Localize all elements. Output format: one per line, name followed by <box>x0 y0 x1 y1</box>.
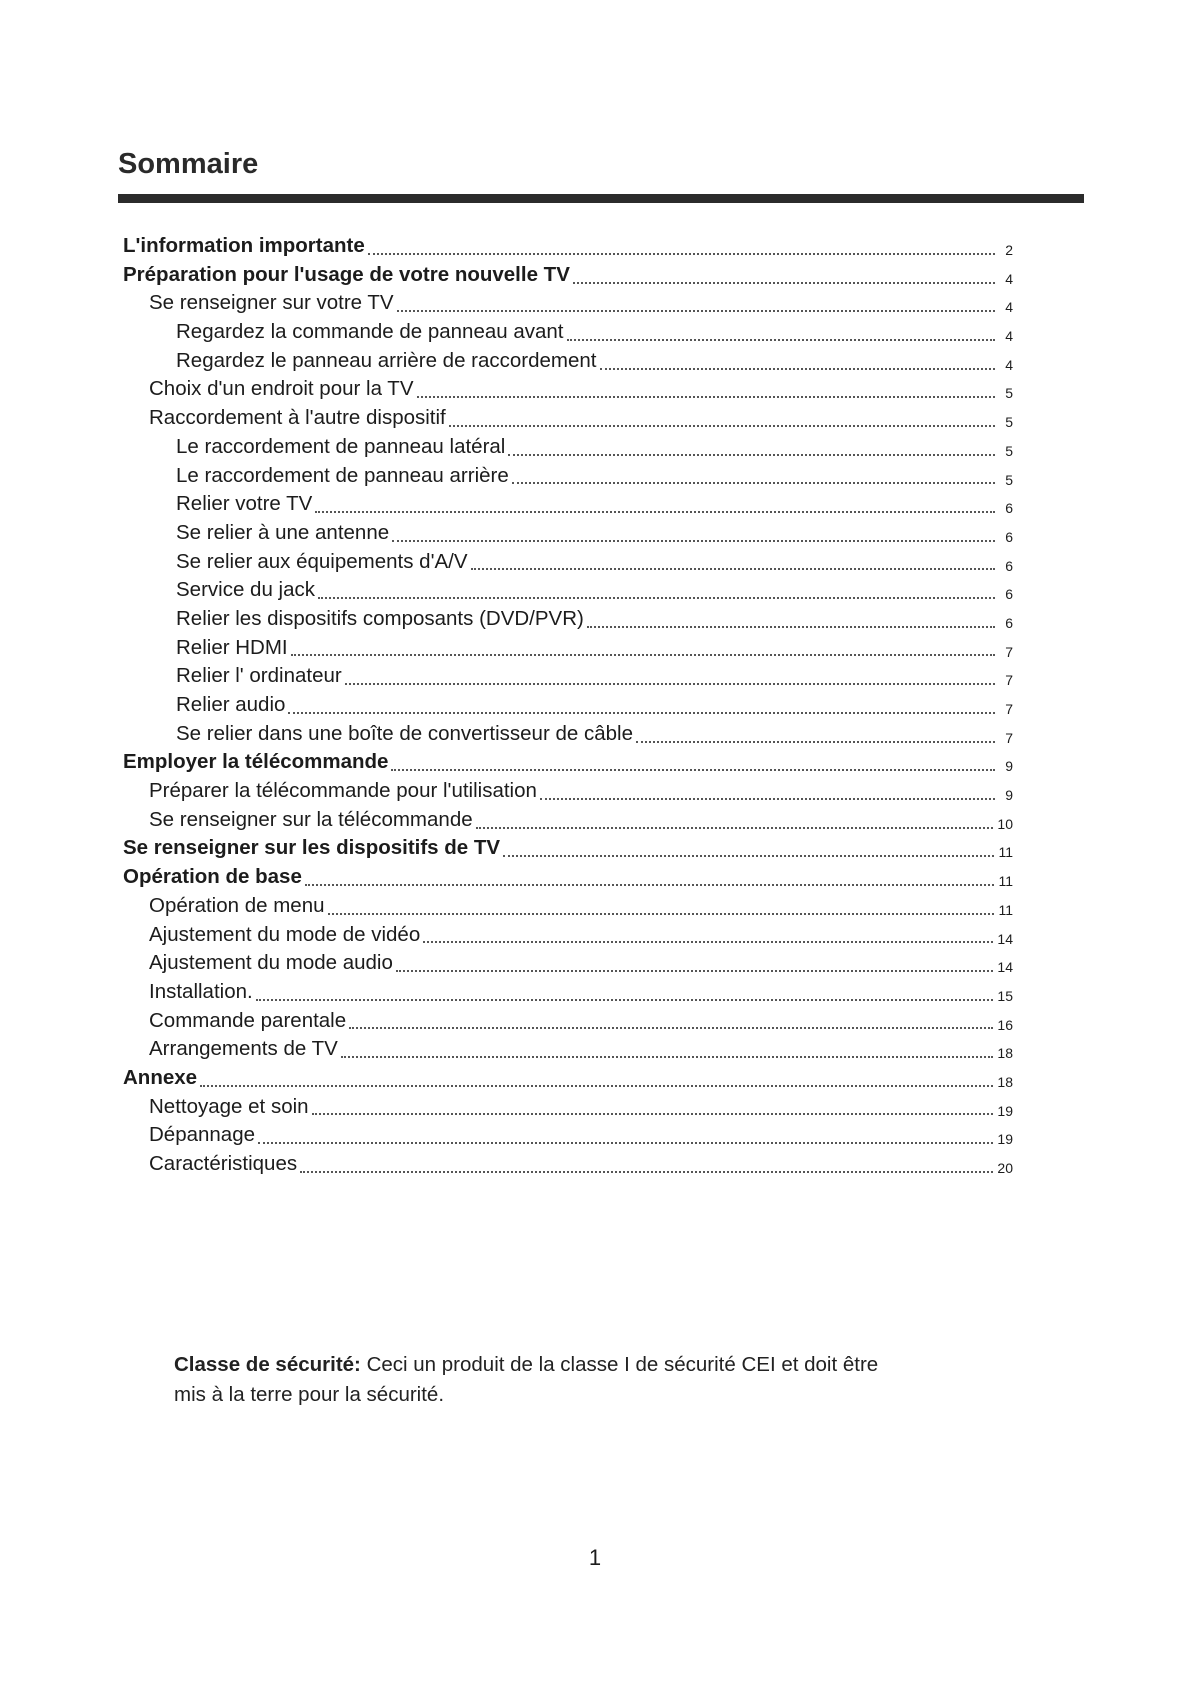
toc-dot-leader <box>305 883 995 886</box>
toc-entry <box>123 863 1013 892</box>
toc-entry-page-number: 4 <box>1005 270 1013 287</box>
toc-entry-page-number: 9 <box>1005 787 1013 804</box>
toc-entry-label: Annexe <box>123 1065 198 1089</box>
toc-dot-leader <box>312 1112 994 1115</box>
toc-entry-page-number: 11 <box>998 873 1013 890</box>
toc-entry-label: Relier votre TV <box>176 492 313 516</box>
toc-entry <box>123 490 1013 519</box>
toc-entry-page-number: 11 <box>998 844 1013 861</box>
toc-entry <box>123 289 1013 318</box>
toc-entry-page-number: 11 <box>998 901 1013 918</box>
toc-dot-leader <box>512 481 995 484</box>
toc-dot-leader <box>300 1170 993 1173</box>
toc-dot-leader <box>449 424 995 427</box>
toc-entry-page-number: 7 <box>1005 729 1013 746</box>
safety-note <box>174 1350 994 1410</box>
toc-dot-leader <box>508 453 995 456</box>
toc-entry <box>123 462 1013 491</box>
toc-entry-page-number: 7 <box>1005 701 1013 717</box>
toc-entry <box>123 834 1013 863</box>
toc-entry-page-number: 5 <box>1005 442 1013 459</box>
toc-entry-page-number: 9 <box>1005 758 1013 775</box>
toc-dot-leader <box>600 367 995 370</box>
toc-dot-leader <box>417 395 996 398</box>
toc-dot-leader <box>345 682 995 685</box>
toc-dot-leader <box>291 653 995 656</box>
toc-entry-label: Commande parentale <box>149 1008 347 1032</box>
toc-dot-leader <box>200 1084 993 1087</box>
safety-note-text-1: Ceci un produit de la classe I de sécurité CEI et doit être <box>360 1353 879 1376</box>
toc-entry <box>123 1121 1013 1150</box>
toc-entry-label: Arrangements de TV <box>149 1037 338 1061</box>
toc-entry <box>123 375 1013 404</box>
toc-dot-leader <box>397 309 995 312</box>
toc-entry <box>123 576 1013 605</box>
toc-entry-label: Employer la télécommande <box>123 750 389 774</box>
toc-entry <box>123 433 1013 462</box>
toc-entry <box>123 892 1013 921</box>
page-title: Sommaire <box>118 148 259 180</box>
toc-entry-page-number: 18 <box>997 1045 1013 1062</box>
toc-entry-label: Se relier à une antenne <box>176 520 390 544</box>
toc-entry-label: Ajustement du mode de vidéo <box>149 922 421 946</box>
toc-entry-label: Ajustement du mode audio <box>149 951 393 975</box>
toc-entry-page-number: 6 <box>1005 528 1013 545</box>
toc-entry-label: Regardez le panneau arrière de raccordement <box>176 348 597 372</box>
toc-entry-label: Relier audio <box>176 693 286 716</box>
toc-dot-leader <box>368 252 995 255</box>
toc-entry-page-number: 6 <box>1005 500 1013 517</box>
toc-entry-label: Relier l' ordinateur <box>176 664 342 688</box>
toc-entry-label: Le raccordement de panneau latéral <box>176 434 506 458</box>
toc-entry-page-number: 19 <box>997 1102 1013 1119</box>
toc-entry <box>123 605 1013 634</box>
toc-entry-label: Caractéristiques <box>149 1152 298 1175</box>
toc-entry-label: Préparation pour l'usage de votre nouvelle TV <box>123 262 570 286</box>
toc-dot-leader <box>328 912 995 915</box>
toc-entry-page-number: 6 <box>1005 557 1013 574</box>
toc-dot-leader <box>471 567 995 570</box>
toc-entry-page-number: 19 <box>997 1131 1013 1148</box>
page-number: 1 <box>588 1545 602 1570</box>
toc-entry-page-number: 7 <box>1005 643 1013 660</box>
toc-dot-leader <box>391 768 995 771</box>
toc-entry-page-number: 5 <box>1005 414 1013 431</box>
toc-entry-label: Relier HDMI <box>176 635 288 659</box>
toc-dot-leader <box>636 740 995 743</box>
toc-entry <box>123 978 1013 1007</box>
toc-entry-page-number: 4 <box>1005 328 1013 345</box>
toc-entry-page-number: 16 <box>997 1016 1013 1033</box>
toc-entry <box>123 691 1013 720</box>
toc-entry <box>123 720 1013 749</box>
toc-entry-label: Se relier dans une boîte de convertisseur de câble <box>176 721 633 745</box>
toc-entry-page-number: 15 <box>997 987 1013 1004</box>
toc-entry-label: Nettoyage et soin <box>149 1094 309 1118</box>
toc-entry-label: Se renseigner sur votre TV <box>149 291 394 315</box>
toc-dot-leader <box>315 510 995 513</box>
toc-entry-label: Regardez la commande de panneau avant <box>176 320 564 344</box>
toc-entry <box>123 404 1013 433</box>
toc-dot-leader <box>396 969 994 972</box>
toc-entry <box>123 748 1013 777</box>
toc-entry <box>123 806 1013 835</box>
toc-entry <box>123 548 1013 577</box>
toc-dot-leader <box>341 1055 994 1058</box>
toc-entry <box>123 347 1013 376</box>
toc-dot-leader <box>476 826 994 829</box>
toc-dot-leader <box>540 797 995 800</box>
toc-dot-leader <box>567 338 996 341</box>
toc-entry-label: Se renseigner sur les dispositifs de TV <box>123 836 501 860</box>
toc-entry-label: Opération de menu <box>149 893 325 917</box>
toc-dot-leader <box>503 854 994 857</box>
title-divider <box>118 194 1084 203</box>
toc-entry-page-number: 14 <box>997 930 1013 947</box>
toc-entry-page-number: 18 <box>997 1073 1013 1090</box>
toc-entry <box>123 662 1013 691</box>
toc-entry-label: Se renseigner sur la télécommande <box>149 807 473 831</box>
toc-entry <box>123 1007 1013 1036</box>
toc-dot-leader <box>288 711 995 714</box>
toc-entry <box>123 1150 1013 1179</box>
toc-entry <box>123 232 1013 261</box>
toc-entry <box>123 634 1013 663</box>
toc-entry-label: Le raccordement de panneau arrière <box>176 463 509 487</box>
toc-entry-label: Raccordement à l'autre dispositif <box>149 406 446 430</box>
toc-dot-leader <box>256 998 994 1001</box>
toc-entry-page-number: 6 <box>1005 586 1013 603</box>
toc-entry-label: Préparer la télécommande pour l'utilisation <box>149 779 537 803</box>
toc-entry <box>123 318 1013 347</box>
toc-entry-page-number: 20 <box>997 1160 1013 1176</box>
toc-dot-leader <box>392 539 995 542</box>
toc-entry-label: Relier les dispositifs composants (DVD/PVR) <box>176 606 584 630</box>
toc-entry-label: Choix d'un endroit pour la TV <box>149 377 414 401</box>
toc-dot-leader <box>318 596 995 599</box>
toc-entry <box>123 777 1013 806</box>
toc-entry-page-number: 2 <box>1005 242 1013 258</box>
toc-entry-label: Opération de base <box>123 865 302 889</box>
safety-note-line-1 <box>174 1350 994 1380</box>
toc-entry-label: Dépannage <box>149 1123 256 1147</box>
toc-entry-page-number: 14 <box>997 959 1013 976</box>
toc-entry-page-number: 10 <box>997 815 1013 832</box>
toc-dot-leader <box>573 281 995 284</box>
toc-entry-label: Se relier <box>176 549 253 573</box>
safety-note-label: Classe de sécurité: <box>174 1353 361 1376</box>
toc-entry <box>123 261 1013 290</box>
toc-dot-leader <box>587 625 995 628</box>
toc-entry-page-number: 6 <box>1005 614 1013 631</box>
toc-dot-leader <box>258 1141 993 1144</box>
toc-entry <box>123 519 1013 548</box>
toc-entry <box>123 921 1013 950</box>
toc-entry-label: Service du jack <box>176 578 316 602</box>
safety-note-text-2: mis à la terre pour la sécurité. <box>174 1383 445 1406</box>
toc-dot-leader <box>349 1026 993 1029</box>
toc-entry <box>123 1035 1013 1064</box>
toc-entry-page-number: 4 <box>1005 299 1013 316</box>
toc-entry <box>123 1093 1013 1122</box>
toc-entry-page-number: 5 <box>1005 385 1013 402</box>
toc-entry-label: L'information importante <box>123 234 365 257</box>
toc-entry-page-number: 7 <box>1005 672 1013 689</box>
toc-entry-label-small: aux équipements d'A/V <box>257 549 468 573</box>
toc-entry-page-number: 4 <box>1005 356 1013 373</box>
toc-dot-leader <box>423 940 993 943</box>
toc-entry-label: Installation. <box>149 979 253 1003</box>
toc-entry <box>123 949 1013 978</box>
toc-entry-page-number: 5 <box>1005 471 1013 488</box>
table-of-contents <box>123 232 1013 1179</box>
toc-entry <box>123 1064 1013 1093</box>
